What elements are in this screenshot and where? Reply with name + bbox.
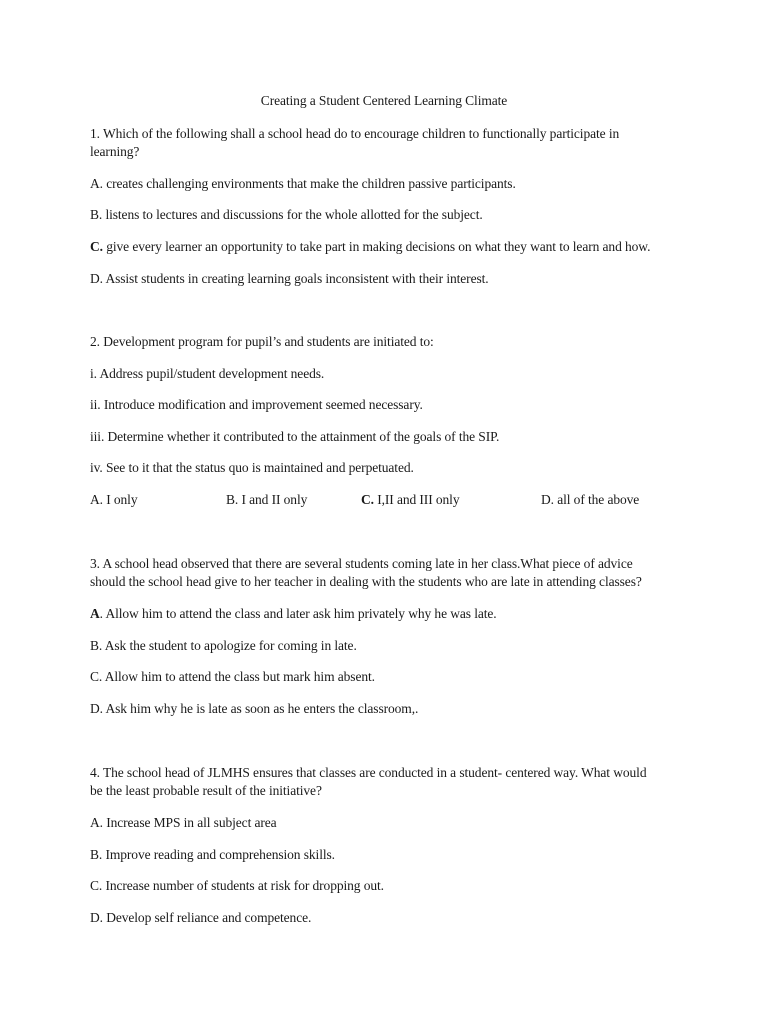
q4-option-b: B. Improve reading and comprehension skills.	[90, 847, 335, 862]
q4-option-a: A. Increase MPS in all subject area	[90, 815, 277, 830]
q2-item-iv: iv. See to it that the status quo is maintained and perpetuated.	[90, 460, 414, 475]
q2-option-b: B. I and II only	[226, 492, 308, 507]
q3-option-a	[90, 605, 497, 623]
q1-option-a: A. creates challenging environments that make the children passive participants.	[90, 176, 516, 191]
q2-item-iii: iii. Determine whether it contributed to the attainment of the goals of the SIP.	[90, 429, 500, 444]
q2-option-c	[361, 491, 459, 509]
q4-stem-line1: 4. The school head of JLMHS ensures that classes are conducted in a student- centered way. What would	[90, 765, 647, 780]
q1-option-d: D. Assist students in creating learning goals inconsistent with their interest.	[90, 271, 489, 286]
q2-stem: 2. Development program for pupil’s and students are initiated to:	[90, 334, 434, 349]
q2-item-ii: ii. Introduce modification and improvement seemed necessary.	[90, 397, 423, 412]
q3-option-a-letter: A	[90, 606, 100, 621]
q3-option-d: D. Ask him why he is late as soon as he enters the classroom,.	[90, 701, 419, 716]
q3-stem-line2: should the school head give to her teacher in dealing with the students who are late in attending classes?	[90, 574, 642, 589]
q3-option-b: B. Ask the student to apologize for coming in late.	[90, 638, 357, 653]
q3-stem-line1: 3. A school head observed that there are several students coming late in her class.What piece of advice	[90, 556, 633, 571]
q4-option-c: C. Increase number of students at risk for dropping out.	[90, 878, 384, 893]
q4-stem-line2: be the least probable result of the initiative?	[90, 783, 322, 798]
q3-option-a-text: . Allow him to attend the class and later ask him privately why he was late.	[99, 606, 497, 621]
q2-option-c-text: I,II and III only	[373, 492, 460, 507]
page-title: Creating a Student Centered Learning Climate	[260, 93, 508, 108]
q2-option-c-letter: C.	[361, 492, 374, 507]
q1-option-b: B. listens to lectures and discussions for the whole allotted for the subject.	[90, 207, 483, 222]
q3-option-c: C. Allow him to attend the class but mark him absent.	[90, 669, 375, 684]
q1-option-c	[90, 238, 650, 256]
q1-option-c-text: give every learner an opportunity to take part in making decisions on what they want to learn and how.	[102, 239, 651, 254]
q1-stem-line1: 1. Which of the following shall a school head do to encourage children to functionally participate in	[90, 126, 620, 141]
q1-stem-line2: learning?	[90, 144, 140, 159]
q1-option-c-letter: C.	[90, 239, 103, 254]
q2-option-a: A. I only	[90, 492, 138, 507]
q2-item-i: i. Address pupil/student development needs.	[90, 366, 325, 381]
q4-option-d: D. Develop self reliance and competence.	[90, 910, 312, 925]
q2-option-d: D. all of the above	[541, 492, 640, 507]
